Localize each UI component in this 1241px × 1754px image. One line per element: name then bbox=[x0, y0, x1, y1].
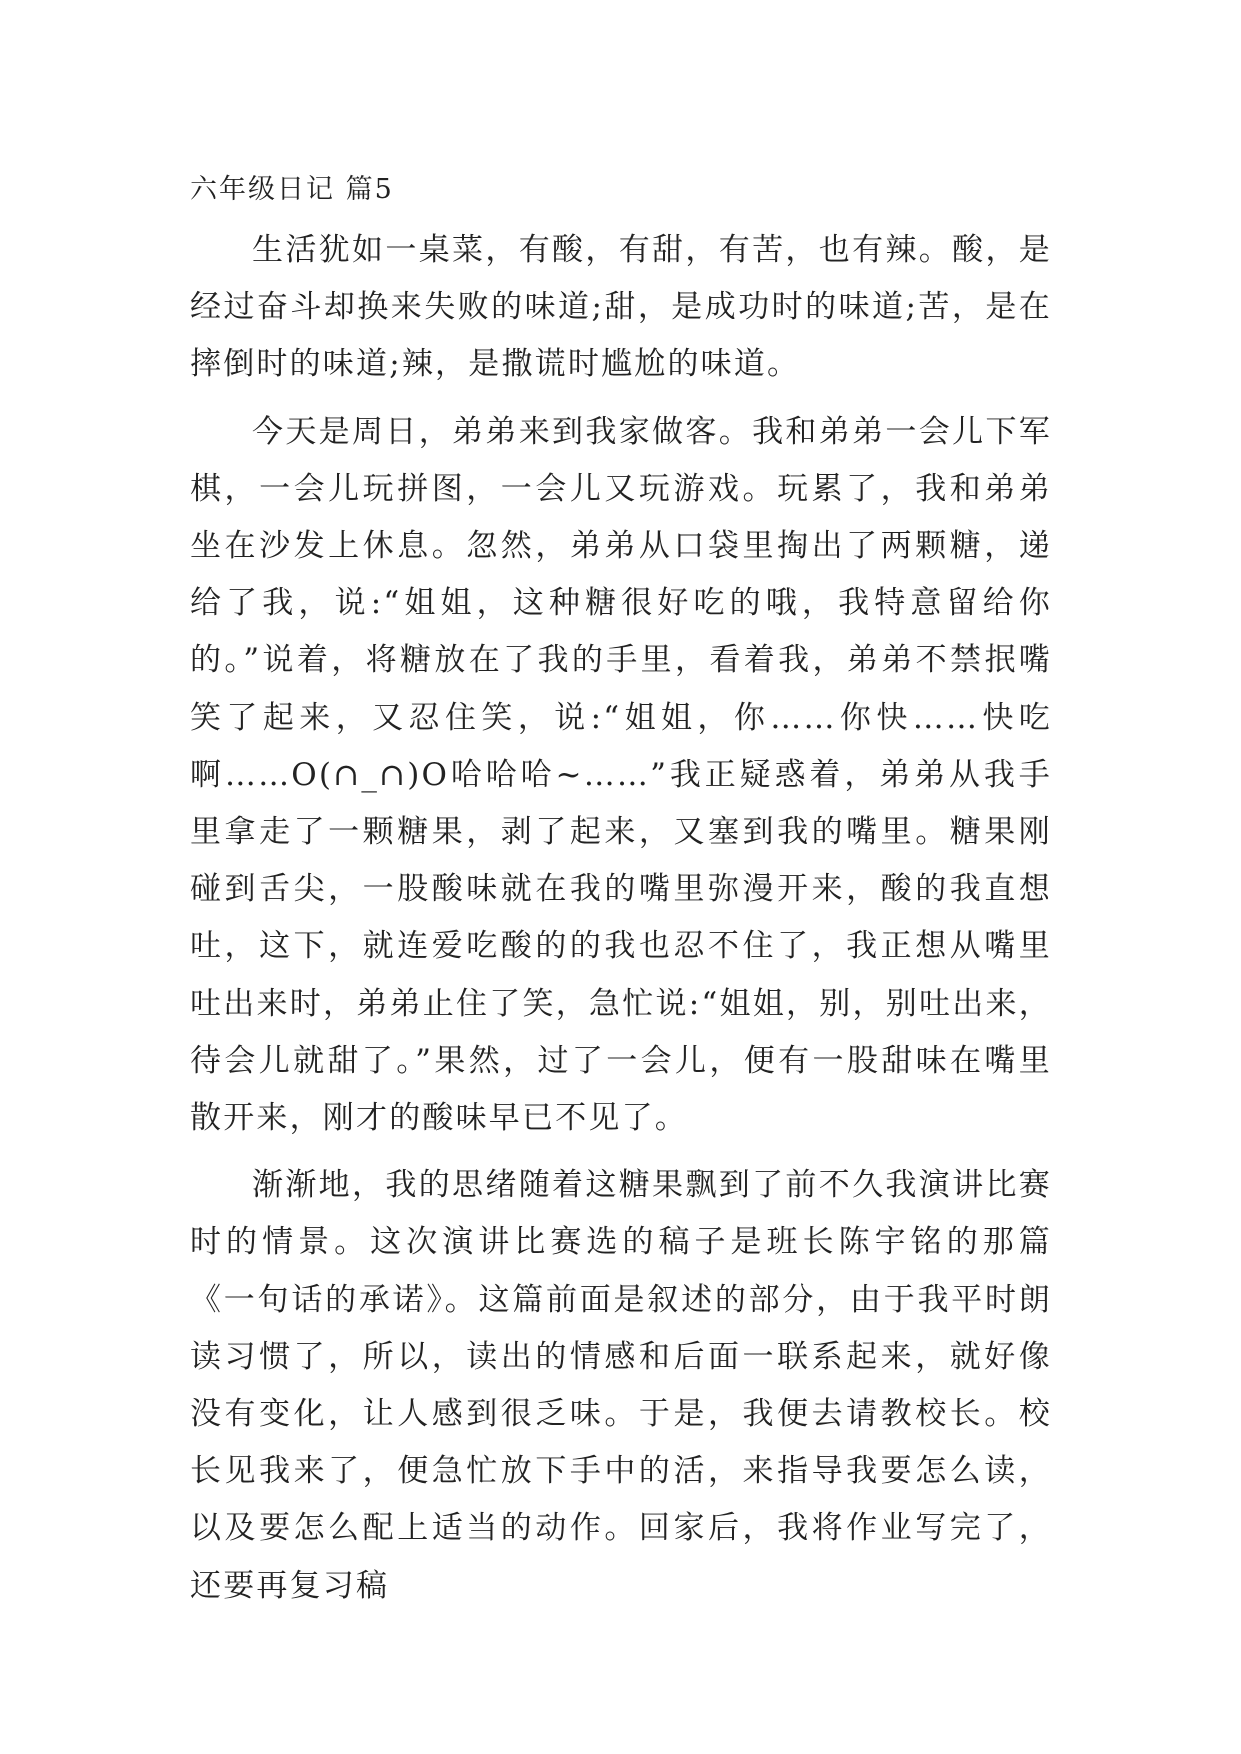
document-title: 六年级日记 篇5 bbox=[190, 174, 394, 205]
paragraph-speech-contest: 渐渐地，我的思绪随着这糖果飘到了前不久我演讲比赛时的情景。这次演讲比赛选的稿子是班长陈宇铭的那篇《一句话的承诺》。这篇前面是叙述的部分，由于我平时朗读习惯了，所以，读出的情感和后面一联系起来，就好像没有变化，让人感到很乏味。于是，我便去请教校长。校长见我来了，便急忙放下手中的活，来指导我要怎么读，以及要怎么配上适当的动作。回家后，我将作业写完了，还要再复习稿 bbox=[190, 1167, 1052, 1604]
document-page bbox=[190, 168, 1052, 1625]
paragraph-intro: 生活犹如一桌菜，有酸，有甜，有苦，也有辣。酸，是经过奋斗却换来失败的味道;甜，是成功时的味道;苦，是在摔倒时的味道;辣，是撒谎时尴尬的味道。 bbox=[190, 232, 1052, 383]
paragraph-candy-story: 今天是周日，弟弟来到我家做客。我和弟弟一会儿下军棋，一会儿玩拼图，一会儿又玩游戏。玩累了，我和弟弟坐在沙发上休息。忽然，弟弟从口袋里掏出了两颗糖，递给了我，说:“姐姐，这种糖很好吃的哦，我特意留给你的。”说着，将糖放在了我的手里，看着我，弟弟不禁抿嘴笑了起来，又忍住笑，说:“姐姐，你……你快……快吃啊……O(∩_∩)O哈哈哈~……”我正疑惑着，弟弟从我手里拿走了一颗糖果，剥了起来，又塞到我的嘴里。糖果刚碰到舌尖，一股酸味就在我的嘴里弥漫开来，酸的我直想吐，这下，就连爱吃酸的的我也忍不住了，我正想从嘴里吐出来时，弟弟止住了笑，急忙说:“姐姐，别，别吐出来，待会儿就甜了。”果然，过了一会儿，便有一股甜味在嘴里散开来，刚才的酸味早已不见了。 bbox=[190, 413, 1052, 1137]
